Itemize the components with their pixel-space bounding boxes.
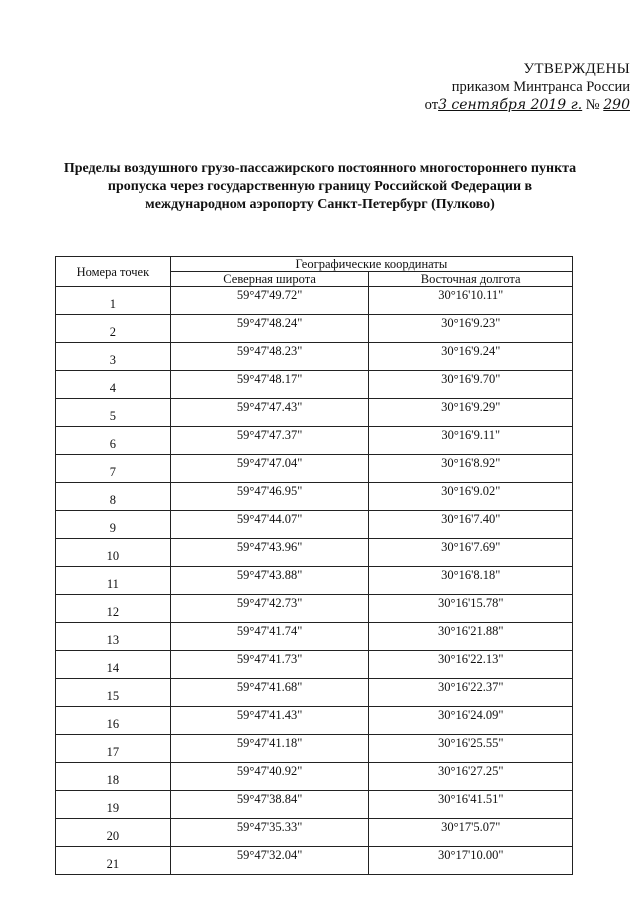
longitude-cell: 30°16'9.70" [369, 371, 573, 399]
table-row [56, 679, 573, 707]
approval-heading: УТВЕРЖДЕНЫ [523, 61, 630, 77]
point-number: 9 [56, 511, 171, 539]
longitude-cell: 30°16'21.88" [369, 623, 573, 651]
latitude-cell: 59°47'49.72" [170, 287, 369, 315]
table-row [56, 595, 573, 623]
table-row [56, 567, 573, 595]
table-row [56, 791, 573, 819]
longitude-cell: 30°16'41.51" [369, 791, 573, 819]
latitude-cell: 59°47'41.43" [170, 707, 369, 735]
longitude-cell: 30°16'25.55" [369, 735, 573, 763]
approval-stamp [410, 60, 630, 114]
latitude-cell: 59°47'41.18" [170, 735, 369, 763]
table-row [56, 315, 573, 343]
table-row [56, 455, 573, 483]
table-row [56, 763, 573, 791]
order-number: 290 [603, 97, 630, 113]
point-number: 15 [56, 679, 171, 707]
latitude-cell: 59°47'48.24" [170, 315, 369, 343]
latitude-cell: 59°47'41.74" [170, 623, 369, 651]
table-row [56, 707, 573, 735]
latitude-cell: 59°47'47.43" [170, 399, 369, 427]
order-number-label: № [585, 97, 600, 113]
longitude-cell: 30°16'9.11" [369, 427, 573, 455]
point-number: 18 [56, 763, 171, 791]
longitude-cell: 30°16'27.25" [369, 763, 573, 791]
point-number: 10 [56, 539, 171, 567]
latitude-cell: 59°47'40.92" [170, 763, 369, 791]
point-number: 7 [56, 455, 171, 483]
table-row [56, 399, 573, 427]
point-number: 17 [56, 735, 171, 763]
latitude-cell: 59°47'42.73" [170, 595, 369, 623]
point-number: 20 [56, 819, 171, 847]
order-prefix: от [424, 97, 439, 113]
point-number: 2 [56, 315, 171, 343]
point-number: 21 [56, 847, 171, 875]
latitude-cell: 59°47'47.37" [170, 427, 369, 455]
longitude-cell: 30°16'22.13" [369, 651, 573, 679]
latitude-cell: 59°47'44.07" [170, 511, 369, 539]
point-number: 1 [56, 287, 171, 315]
table-row [56, 343, 573, 371]
latitude-cell: 59°47'47.04" [170, 455, 369, 483]
longitude-cell: 30°16'8.92" [369, 455, 573, 483]
longitude-cell: 30°16'8.18" [369, 567, 573, 595]
longitude-cell: 30°16'9.02" [369, 483, 573, 511]
col-header-longitude: Восточная долгота [369, 272, 573, 287]
longitude-cell: 30°16'9.29" [369, 399, 573, 427]
point-number: 8 [56, 483, 171, 511]
longitude-cell: 30°17'10.00" [369, 847, 573, 875]
table-row [56, 735, 573, 763]
table-row [56, 623, 573, 651]
longitude-cell: 30°16'7.69" [369, 539, 573, 567]
latitude-cell: 59°47'48.17" [170, 371, 369, 399]
order-reference [410, 96, 630, 114]
longitude-cell: 30°16'10.11" [369, 287, 573, 315]
longitude-cell: 30°16'9.24" [369, 343, 573, 371]
latitude-cell: 59°47'38.84" [170, 791, 369, 819]
table-body [56, 287, 573, 875]
latitude-cell: 59°47'46.95" [170, 483, 369, 511]
latitude-cell: 59°47'32.04" [170, 847, 369, 875]
longitude-cell: 30°16'9.23" [369, 315, 573, 343]
col-header-point: Номера точек [56, 257, 171, 287]
longitude-cell: 30°17'5.07" [369, 819, 573, 847]
document-title: Пределы воздушного грузо-пассажирского постоянного многостороннего пункта пропуска через государственную границу Российской Федерации в международном аэропорту Санкт-Петербург (Пулково) [63, 161, 577, 212]
approval-authority: приказом Минтранса России [451, 79, 630, 95]
point-number: 16 [56, 707, 171, 735]
latitude-cell: 59°47'35.33" [170, 819, 369, 847]
longitude-cell: 30°16'22.37" [369, 679, 573, 707]
col-header-latitude: Северная широта [170, 272, 369, 287]
table-row [56, 539, 573, 567]
coordinates-table [55, 256, 573, 875]
table-row [56, 819, 573, 847]
longitude-cell: 30°16'7.40" [369, 511, 573, 539]
point-number: 19 [56, 791, 171, 819]
table-row [56, 371, 573, 399]
table-row [56, 483, 573, 511]
point-number: 11 [56, 567, 171, 595]
latitude-cell: 59°47'41.73" [170, 651, 369, 679]
table-row [56, 651, 573, 679]
point-number: 3 [56, 343, 171, 371]
latitude-cell: 59°47'43.96" [170, 539, 369, 567]
latitude-cell: 59°47'48.23" [170, 343, 369, 371]
latitude-cell: 59°47'41.68" [170, 679, 369, 707]
table-row [56, 427, 573, 455]
table-row [56, 511, 573, 539]
point-number: 13 [56, 623, 171, 651]
point-number: 6 [56, 427, 171, 455]
point-number: 4 [56, 371, 171, 399]
table-row [56, 287, 573, 315]
longitude-cell: 30°16'24.09" [369, 707, 573, 735]
point-number: 14 [56, 651, 171, 679]
latitude-cell: 59°47'43.88" [170, 567, 369, 595]
order-date: 3 сентября 2019 г. [438, 97, 583, 113]
point-number: 12 [56, 595, 171, 623]
table-row [56, 847, 573, 875]
col-header-coordinates: Географические координаты [170, 257, 572, 272]
longitude-cell: 30°16'15.78" [369, 595, 573, 623]
point-number: 5 [56, 399, 171, 427]
